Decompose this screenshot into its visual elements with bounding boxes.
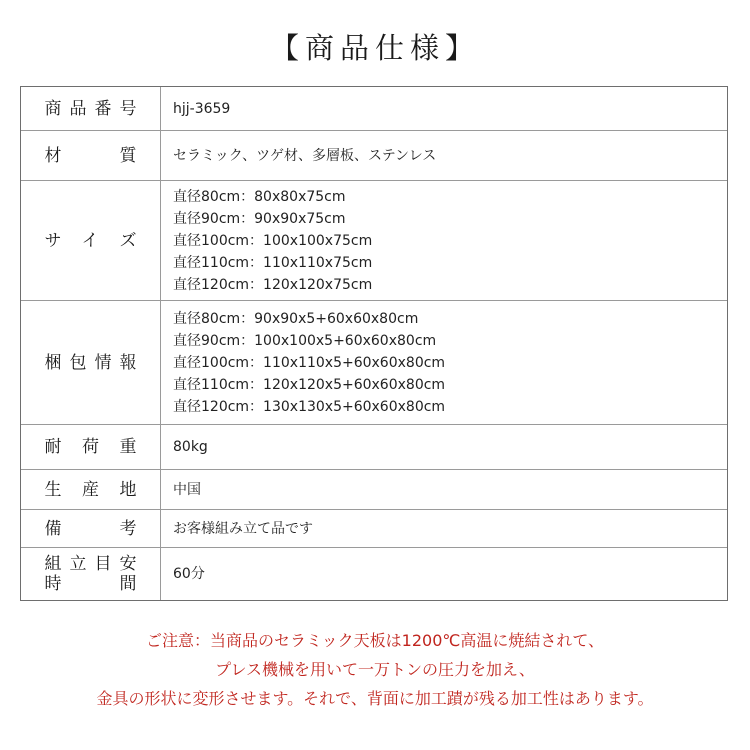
row-size xyxy=(21,181,727,301)
material-label: 材 質 xyxy=(44,145,137,166)
label-cell xyxy=(21,510,161,547)
row-remarks xyxy=(21,510,727,548)
value-cell xyxy=(161,470,727,509)
row-origin xyxy=(21,470,727,510)
origin-label: 生産地 xyxy=(44,479,137,500)
assembly-time-label xyxy=(45,554,137,594)
size-line: 直径100cm：100x100x75cm xyxy=(173,232,373,249)
product-number-value: hjj-3659 xyxy=(173,100,231,117)
value-cell xyxy=(161,87,727,130)
remarks-label: 備 考 xyxy=(44,518,137,539)
assembly-time-label-line: 組立目安 xyxy=(44,554,137,574)
remarks-value: お客様組み立て品です xyxy=(173,520,313,537)
assembly-time-value: 60分 xyxy=(173,566,205,582)
assembly-time-label-line: 時 間 xyxy=(44,574,137,594)
packaging-line: 直径80cm：90x90x5+60x60x80cm xyxy=(173,310,419,327)
label-cell xyxy=(21,548,161,600)
row-material xyxy=(21,131,727,181)
notice-line: 金具の形状に変形させます。それで、背面に加工蹟が残る加工性はあります。 xyxy=(96,689,654,708)
row-product-number xyxy=(21,87,727,131)
notice-text xyxy=(0,626,750,713)
size-label: サイズ xyxy=(44,230,137,251)
load-capacity-label: 耐荷重 xyxy=(44,437,137,457)
size-line: 直径110cm：110x110x75cm xyxy=(173,254,373,271)
packaging-line: 直径100cm：110x110x5+60x60x80cm xyxy=(173,354,446,371)
value-cell xyxy=(161,425,727,469)
label-cell xyxy=(21,470,161,509)
size-line: 直径90cm：90x90x75cm xyxy=(173,210,346,227)
value-cell xyxy=(161,548,727,600)
packaging-label: 梱包情報 xyxy=(44,352,137,373)
size-line: 直径80cm：80x80x75cm xyxy=(173,188,346,205)
row-assembly-time xyxy=(21,548,727,600)
spec-table xyxy=(20,86,728,601)
label-cell xyxy=(21,181,161,300)
value-cell xyxy=(161,131,727,180)
product-number-label: 商品番号 xyxy=(44,98,137,119)
label-cell xyxy=(21,301,161,424)
material-value: セラミック、ツゲ材、多層板、ステンレス xyxy=(173,147,437,164)
load-capacity-value: 80kg xyxy=(173,439,208,455)
page-title: 【商品仕様】 xyxy=(269,31,480,65)
row-load-capacity xyxy=(21,425,727,470)
value-cell xyxy=(161,181,727,300)
size-line: 直径120cm：120x120x75cm xyxy=(173,276,373,293)
label-cell xyxy=(21,131,161,180)
packaging-line: 直径120cm：130x130x5+60x60x80cm xyxy=(173,398,446,415)
origin-value: 中国 xyxy=(173,481,201,498)
packaging-line: 直径90cm：100x100x5+60x60x80cm xyxy=(173,332,437,349)
notice-line: プレス機械を用いて一万トンの圧力を加え、 xyxy=(215,660,535,679)
packaging-line: 直径110cm：120x120x5+60x60x80cm xyxy=(173,376,446,393)
row-packaging xyxy=(21,301,727,425)
value-cell xyxy=(161,510,727,547)
notice-line: ご注意：当商品のセラミック天板は1200℃高温に焼結されて、 xyxy=(145,631,605,650)
label-cell xyxy=(21,425,161,469)
label-cell xyxy=(21,87,161,130)
value-cell xyxy=(161,301,727,424)
